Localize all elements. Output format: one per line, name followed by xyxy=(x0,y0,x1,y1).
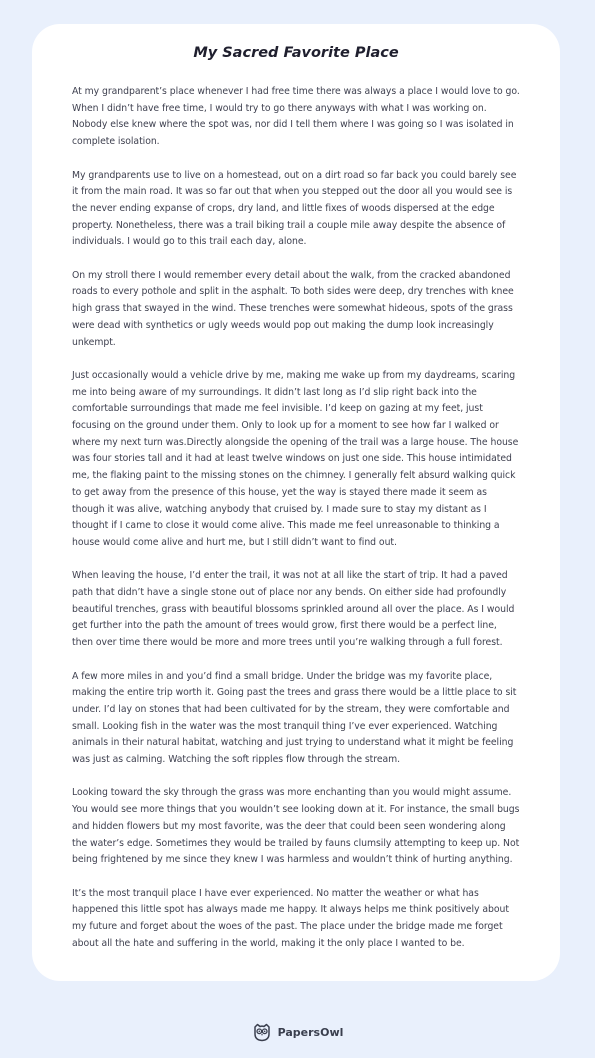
essay-paragraph: Just occasionally would a vehicle drive by me, making me wake up from my daydreams, scaring me into being aware of my surroundings. It didn’t last long as I’d slip right back into the comfortable surroundings that made me feel invisible. I’d keep on gazing at my feet, just focusing on the ground under them. Only to look up for a moment to see how far I walked or where my next turn was.Directly alongside the opening of the trail was a large house. The house was four stories tall and it had at least twelve windows on just one side. This house intimidated me, the flaking paint to the missing stones on the chimney. I generally felt absurd walking quick to get away from the presence of this house, yet the way is stayed there made it seem as though it was alive, watching anybody that cruised by. I made sure to stay my distant as I thought if I came to close it would come alive. This made me feel unreasonable to thinking a house would come alive and hurt me, but I still didn’t want to find out. xyxy=(72,369,519,548)
essay-paragraph: At my grandparent’s place whenever I had free time there was always a place I would love to go. When I didn’t have free time, I would try to go there anyways with what I was working on. Nobody else knew where the spot was, nor did I tell them where I was going so I was isolated in complete isolation. xyxy=(72,86,520,148)
essay-paragraph: On my stroll there I would remember every detail about the walk, from the cracked abandoned roads to every pothole and split in the asphalt. To both sides were deep, dry trenches with knee high grass that swayed in the wind. These trenches were somewhat hideous, spots of the grass were dead with synthetics or ugly weeds would pop out making the dump look increasingly unkempt. xyxy=(72,269,514,348)
essay-title: My Sacred Favorite Place xyxy=(193,45,399,61)
owl-icon xyxy=(252,1022,272,1042)
footer-brand[interactable] xyxy=(0,1021,595,1043)
essay-paragraph: A few more miles in and you’d find a small bridge. Under the bridge was my favorite place, making the entire trip worth it. Going past the trees and grass there would be a little place to sit under. I’d lay on stones that had been cultivated for by the stream, they were comfortable and small. Looking fish in the water was the most tranquil thing I’ve ever experienced. Watching animals in their natural habitat, watching and just trying to understand what it might be feeling was just as calming. Watching the soft ripples flow through the stream. xyxy=(72,670,517,766)
essay-paragraph: My grandparents use to live on a homestead, out on a dirt road so far back you could barely see it from the main road. It was so far out that when you stepped out the door all you would see is the never ending expanse of crops, dry land, and little fixes of woods dispersed at the edge property. Nonetheless, there was a trail biking trail a couple mile away despite the absence of individuals. I would go to this trail each day, alone. xyxy=(72,169,517,248)
essay-paragraph: Looking toward the sky through the grass was more enchanting than you would might assume. You would see more things that you wouldn’t see looking down at it. For instance, the small bugs and hidden flowers but my most favorite, was the deer that could been seen wondering along the water’s edge. Sometimes they would be trailed by fauns clumsily attempting to keep up. Not being frightened by me since they knew I was harmless and wouldn’t think of hurting anything. xyxy=(72,787,520,866)
essay-paragraph: It’s the most tranquil place I have ever experienced. No matter the weather or what has happened this little spot has always made me happy. It always helps me think positively about my future and forget about the woes of the past. The place under the bridge made me forget about all the hate and suffering in the world, making it the only place I wanted to be. xyxy=(72,887,509,949)
brand-name: PapersOwl xyxy=(277,1025,344,1039)
essay-card xyxy=(32,24,560,981)
essay-paragraph: When leaving the house, I’d enter the trail, it was not at all like the start of trip. It had a paved path that didn’t have a single stone out of place nor any bends. On either side had profoundly beautiful trenches, grass with beautiful blossoms sprinkled around all over the place. As I would get further into the path the amount of trees would grow, first there would be a perfect line, then over time there would be more and more trees until you’re walking through a full forest. xyxy=(72,570,515,649)
